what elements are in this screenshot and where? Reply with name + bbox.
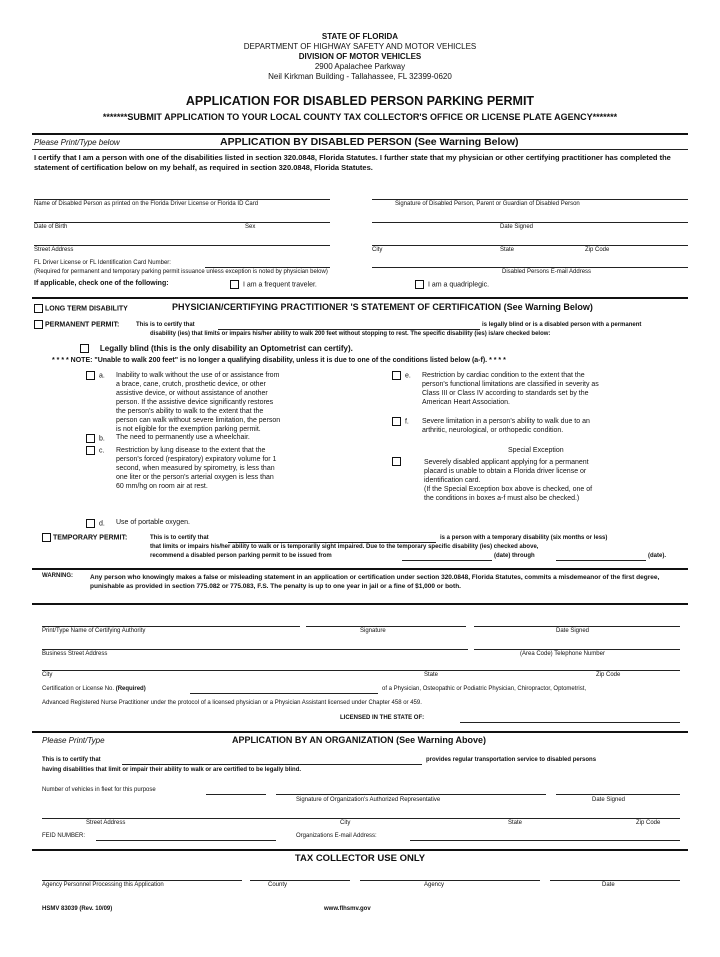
- cert-license-label: Certification or License No. (Required): [42, 686, 146, 692]
- permanent-text3: disability (ies) that limits or impairs his/her ability to walk 200 feet without stopping to rest. The specific disability (ies) is/are checked below:: [150, 331, 551, 337]
- physician-section-title: PHYSICIAN/CERTIFYING PRACTITIONER 'S STATEMENT OF CERTIFICATION (See Warning Below): [172, 302, 593, 312]
- legally-blind-option[interactable]: [80, 344, 353, 353]
- org-address-field[interactable]: [42, 818, 680, 819]
- tax-date-field[interactable]: [550, 880, 680, 881]
- org-email-label: Organizations E-mail Address:: [296, 833, 377, 839]
- permanent-text1: This is to certify that: [136, 322, 195, 328]
- section-title-disabled-person: APPLICATION BY DISABLED PERSON (See Warning Below): [220, 136, 519, 148]
- temporary-text2: is a person with a temporary disability (six months or less): [440, 535, 608, 541]
- agency-personnel-label: Agency Personnel Processing this Application: [42, 882, 164, 888]
- temporary-permit-checkbox[interactable]: [42, 533, 51, 542]
- authority-zip-label: Zip Code: [596, 672, 621, 678]
- vehicles-label: Number of vehicles in fleet for this purpose: [42, 787, 156, 793]
- authority-city-field[interactable]: [42, 670, 680, 671]
- email-field[interactable]: [372, 267, 688, 268]
- permanent-permit-option[interactable]: [34, 320, 119, 329]
- org-certify1: This is to certify that: [42, 757, 101, 763]
- county-field[interactable]: [250, 880, 350, 881]
- org-street-label: Street Address: [86, 820, 126, 826]
- long-term-checkbox[interactable]: [34, 304, 43, 313]
- licensed-state-field[interactable]: [460, 722, 680, 723]
- form-number: HSMV 83039 (Rev. 10/09): [42, 906, 113, 912]
- temporary-permit-label: TEMPORARY PERMIT:: [53, 534, 128, 542]
- note-200-feet: * * * * NOTE: "Unable to walk 200 feet" is no longer a qualifying disability, unless it is due to one of the conditions listed below (a-f). * * * *: [52, 357, 506, 364]
- condition-b-letter: b.: [98, 435, 105, 443]
- quadriplegic-label: I am a quadriplegic.: [427, 281, 490, 289]
- city-state-zip-field[interactable]: [372, 245, 688, 246]
- street-label: Street Address: [34, 247, 74, 253]
- special-exception-text: Severely disabled applicant applying for a permanent placard is unable to obtain a Florida driver license or identification card. (If the Special Exception box above is checked, one of the conditions in boxes a-f must also be checked.): [424, 459, 593, 502]
- org-print-note: Please Print/Type: [42, 736, 105, 745]
- applicable-label: If applicable, check one of the following:: [34, 280, 169, 287]
- advanced-practitioner-text: Advanced Registered Nurse Practitioner under the protocol of a licensed physician or a Physician Assistant licensed under Chapter 458 or 459.: [42, 700, 422, 706]
- special-exception-option[interactable]: [392, 457, 403, 466]
- special-exception-title: Special Exception: [508, 447, 564, 454]
- sex-label: Sex: [245, 224, 256, 230]
- name-label: Name of Disabled Person as printed on the Florida Driver License or Florida ID Card: [34, 201, 259, 207]
- condition-f-letter: f.: [404, 418, 409, 426]
- dl-label: FL Driver License or FL Identification Card Number:: [34, 260, 171, 266]
- org-state-label: State: [508, 820, 523, 826]
- dob-label: Date of Birth: [34, 224, 68, 230]
- signature-field[interactable]: [372, 199, 688, 200]
- certify-statement: I certify that I am a person with one of the disabilities listed in section 320.0848, Florida Statutes. I further state that my physician or other certifying practitioner has completed the statement of certification below on my behalf, as required in section 320.0848, Florida Statutes.: [34, 153, 671, 172]
- condition-b-option[interactable]: [86, 434, 105, 443]
- tax-collector-title: TAX COLLECTOR USE ONLY: [294, 853, 426, 864]
- street-field[interactable]: [34, 245, 330, 246]
- required-note: (Required for permanent and temporary parking permit issuance unless exception is noted by physician below): [34, 269, 328, 275]
- tax-date-label: Date: [602, 882, 615, 888]
- condition-a-checkbox[interactable]: [86, 371, 95, 380]
- zip-label: Zip Code: [585, 247, 610, 253]
- cert-license-field[interactable]: [190, 693, 378, 694]
- temporary-permit-option[interactable]: [42, 533, 127, 542]
- form-title: APPLICATION FOR DISABLED PERSON PARKING PERMIT: [185, 94, 535, 108]
- signature-label: Signature of Disabled Person, Parent or Guardian of Disabled Person: [395, 201, 580, 207]
- temporary-through: (date) through: [494, 553, 535, 559]
- authority-state-label: State: [424, 672, 439, 678]
- authority-city-label: City: [42, 672, 53, 678]
- long-term-label: LONG TERM DISABILITY: [45, 305, 128, 313]
- feid-label: FEID NUMBER:: [42, 833, 86, 839]
- condition-d-option[interactable]: [86, 519, 105, 528]
- org-name-field[interactable]: [122, 764, 422, 765]
- permanent-text2: is legally blind or is a disabled person with a permanent: [482, 322, 642, 328]
- header-address2: Neil Kirkman Building - Tallahassee, FL 32399-0620: [268, 72, 452, 81]
- telephone-field[interactable]: [474, 649, 680, 650]
- print-note: Please Print/Type below: [34, 138, 120, 147]
- website: www.flhsmv.gov: [324, 906, 371, 912]
- frequent-traveler-option[interactable]: [230, 280, 317, 289]
- condition-c-checkbox[interactable]: [86, 446, 95, 455]
- temporary-to-field[interactable]: [556, 560, 646, 561]
- frequent-traveler-checkbox[interactable]: [230, 280, 239, 289]
- condition-f-text: Severe limitation in a person's ability to walk due to an arthritic, neurological, or orthopedic condition.: [422, 418, 590, 434]
- org-city-label: City: [340, 820, 351, 826]
- feid-field[interactable]: [96, 840, 276, 841]
- org-email-field[interactable]: [410, 840, 680, 841]
- vehicles-field[interactable]: [206, 794, 266, 795]
- legally-blind-checkbox[interactable]: [80, 344, 89, 353]
- quadriplegic-checkbox[interactable]: [415, 280, 424, 289]
- org-signature-label: Signature of Organization's Authorized Representative: [296, 797, 441, 803]
- long-term-option[interactable]: [34, 304, 128, 313]
- temporary-name-field[interactable]: [228, 542, 436, 543]
- condition-f-checkbox[interactable]: [392, 417, 401, 426]
- authority-date-field[interactable]: [474, 626, 680, 627]
- authority-name-field[interactable]: [42, 626, 300, 627]
- temporary-from-field[interactable]: [402, 560, 492, 561]
- warning-text: Any person who knowingly makes a false or misleading statement in an application or certification under section 320.0848, Florida Statutes, commits a misdemeanor of the first degree, punishable as provided in section 775.082 or 775.083, F.S. The penalty is up to one year in jail or a fine of $1,000 or both.: [90, 574, 660, 590]
- permanent-permit-checkbox[interactable]: [34, 320, 43, 329]
- condition-c-text: Restriction by lung disease to the extent that the person's forced (respiratory) expiratory volume for 1 second, when measured by spirometry, is less than one liter or the person's arterial oxygen is less than 60 mm/hg on room air at rest.: [116, 447, 277, 490]
- email-label: Disabled Persons E-mail Address: [502, 269, 592, 275]
- header-division: DIVISION OF MOTOR VEHICLES: [298, 52, 422, 61]
- name-field[interactable]: [34, 199, 330, 200]
- condition-d-letter: d.: [98, 520, 105, 528]
- date-signed-field[interactable]: [372, 222, 688, 223]
- org-certify3: having disabilities that limit or impair their ability to walk or are certified to be legally blind.: [42, 767, 302, 773]
- legally-blind-label: Legally blind (this is the only disability an Optometrist can certify).: [99, 344, 353, 353]
- dl-field[interactable]: [205, 267, 330, 268]
- header-dept: DEPARTMENT OF HIGHWAY SAFETY AND MOTOR VEHICLES: [243, 42, 477, 51]
- condition-d-checkbox[interactable]: [86, 519, 95, 528]
- agency-field[interactable]: [360, 880, 540, 881]
- org-section-title: APPLICATION BY AN ORGANIZATION (See Warning Above): [232, 735, 487, 745]
- condition-e-letter: e.: [404, 372, 411, 380]
- condition-a-option[interactable]: [86, 371, 105, 380]
- agency-label: Agency: [424, 882, 445, 888]
- org-date-label: Date Signed: [592, 797, 626, 803]
- temporary-date-end: (date).: [648, 553, 666, 559]
- condition-a-text: Inability to walk without the use of or assistance from a brace, cane, crutch, prosthetic device, or other assistive device, or without assistance of another person. If the assistive device significantly restores the person's ability to walk to the extent that the person can walk without severe limitation, the person is not eligible for the exemption parking permit.: [116, 372, 281, 433]
- condition-b-text: The need to permanently use a wheelchair.: [116, 434, 250, 441]
- business-address-field[interactable]: [42, 649, 468, 650]
- quadriplegic-option[interactable]: [415, 280, 489, 289]
- header-state: STATE OF FLORIDA: [321, 32, 399, 41]
- condition-c-letter: c.: [98, 447, 105, 455]
- org-signature-field[interactable]: [276, 794, 546, 795]
- condition-a-letter: a.: [98, 372, 105, 380]
- telephone-label: (Area Code) Telephone Number: [520, 651, 605, 657]
- licensed-in-state-label: LICENSED IN THE STATE OF:: [340, 715, 425, 721]
- condition-b-checkbox[interactable]: [86, 434, 95, 443]
- permanent-permit-label: PERMANENT PERMIT:: [45, 321, 120, 329]
- authority-date-label: Date Signed: [556, 628, 590, 634]
- permanent-name-field[interactable]: [218, 329, 480, 330]
- temporary-text4: recommend a disabled person parking permit to be issued from: [150, 553, 332, 559]
- org-zip-label: Zip Code: [636, 820, 661, 826]
- org-certify2: provides regular transportation service to disabled persons: [426, 757, 597, 763]
- city-label: City: [372, 247, 383, 253]
- authority-name-label: Print/Type Name of Certifying Authority: [42, 628, 146, 634]
- business-address-label: Business Street Address: [42, 651, 108, 657]
- agency-personnel-field[interactable]: [42, 880, 242, 881]
- dob-field[interactable]: [34, 222, 330, 223]
- state-label: State: [500, 247, 515, 253]
- condition-e-text: Restriction by cardiac condition to the extent that the person's functional limitations are classified in severity as Class III or Class IV according to standards set by the American Heart Association.: [422, 372, 599, 406]
- condition-d-text: Use of portable oxygen.: [116, 519, 190, 526]
- special-exception-checkbox[interactable]: [392, 457, 401, 466]
- condition-f-option[interactable]: [392, 417, 409, 426]
- condition-c-option[interactable]: [86, 446, 104, 455]
- frequent-traveler-label: I am a frequent traveler.: [242, 281, 317, 289]
- warning-label: WARNING:: [42, 573, 73, 579]
- condition-e-checkbox[interactable]: [392, 371, 401, 380]
- header-address1: 2900 Apalachee Parkway: [314, 62, 406, 71]
- temporary-text1: This is to certify that: [150, 535, 209, 541]
- county-label: County: [268, 882, 288, 888]
- submit-instruction: *******SUBMIT APPLICATION TO YOUR LOCAL COUNTY TAX COLLECTOR'S OFFICE OR LICENSE PLATE AGENCY*******: [102, 112, 618, 122]
- temporary-text3: that limits or impairs his/her ability to walk or is temporarily sight impaired. Due to the temporary specific disability (ies) checked above,: [150, 544, 539, 550]
- condition-e-option[interactable]: [392, 371, 411, 380]
- authority-signature-field[interactable]: [306, 626, 466, 627]
- authority-signature-label: Signature: [360, 628, 386, 634]
- date-signed-label: Date Signed: [500, 224, 534, 230]
- org-date-field[interactable]: [556, 794, 680, 795]
- cert-license-tail: of a Physician, Osteopathic or Podiatric Physician, Chiropractor, Optometrist,: [382, 686, 587, 692]
